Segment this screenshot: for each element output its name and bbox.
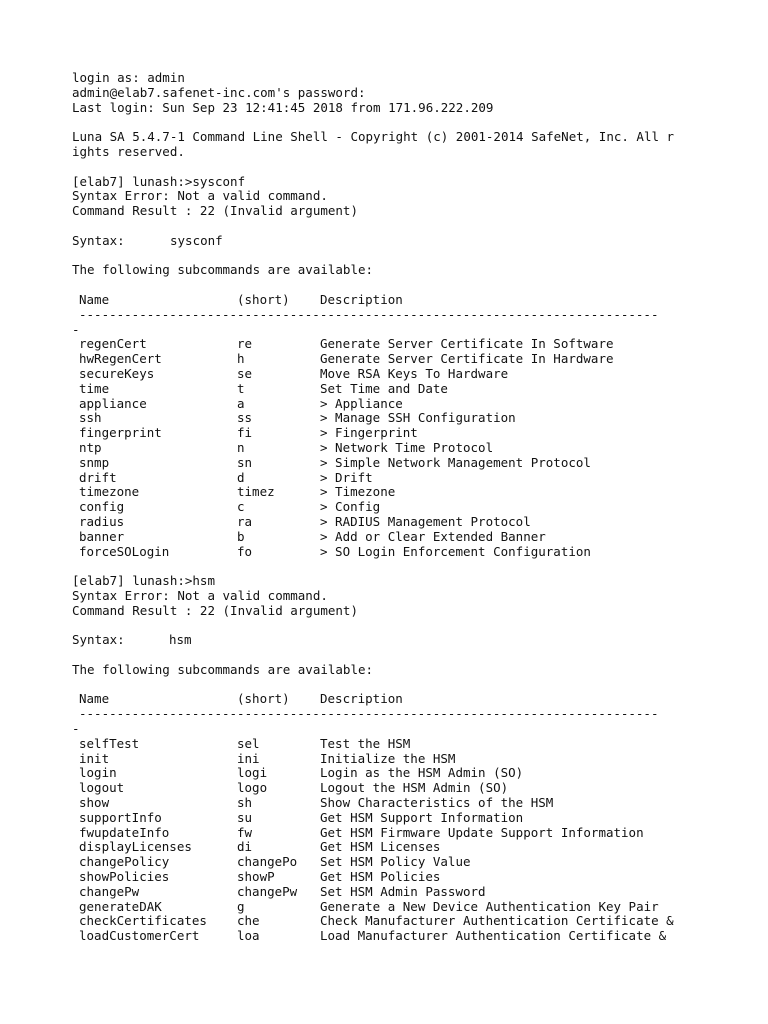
subcommand-description: Test the HSM: [320, 735, 411, 751]
subcommand-short: logi: [237, 765, 268, 781]
subcommand-name: ssh: [79, 410, 102, 426]
subcommand-description: Get HSM Licenses: [320, 839, 441, 855]
blank-line: [72, 278, 732, 293]
terminal-output: [72, 71, 732, 944]
subcommand-description: > Manage SSH Configuration: [320, 410, 516, 426]
column-header-name: Name: [79, 691, 110, 707]
syntax-error-line: Syntax Error: Not a valid command.: [72, 188, 328, 204]
column-header-short: (short): [237, 691, 290, 707]
subcommand-short: di: [237, 839, 253, 855]
subcommand-short: t: [237, 380, 245, 396]
subcommand-description: Get HSM Policies: [320, 869, 441, 885]
subcommand-name: showPolicies: [79, 869, 170, 885]
table-row: [72, 855, 732, 870]
subcommand-description: > Network Time Protocol: [320, 439, 494, 455]
table-row: [72, 471, 732, 486]
divider-rule: -----------------------------------------------------------------------------: [79, 307, 659, 322]
divider-tail: -: [72, 321, 80, 337]
subcommand-short: re: [237, 336, 253, 352]
subcommand-short: timez: [237, 484, 275, 500]
subcommand-description: Initialize the HSM: [320, 750, 456, 766]
table-row: [72, 796, 732, 811]
table-row: [72, 515, 732, 530]
subcommand-name: ntp: [79, 439, 102, 455]
subcommands-heading: The following subcommands are available:: [72, 661, 374, 677]
subcommand-name: appliance: [79, 395, 147, 411]
blank-line: [72, 249, 732, 264]
subcommand-description: Move RSA Keys To Hardware: [320, 365, 509, 381]
table-header: [72, 293, 732, 308]
subcommand-short: n: [237, 439, 245, 455]
table-row: [72, 382, 732, 397]
table-row: [72, 885, 732, 900]
table-row: [72, 352, 732, 367]
syntax-line: [72, 633, 732, 648]
subcommand-short: h: [237, 351, 245, 367]
syntax-label: Syntax:: [72, 632, 125, 648]
subcommand-name: changePw: [79, 883, 140, 899]
table-header: [72, 692, 732, 707]
table-row: [72, 737, 732, 752]
command-result-line: Command Result : 22 (Invalid argument): [72, 203, 358, 219]
subcommand-description: Get HSM Firmware Update Support Information: [320, 824, 644, 840]
table-row: [72, 811, 732, 826]
subcommand-description: Load Manufacturer Authentication Certificate &: [320, 928, 667, 944]
subcommand-short: ra: [237, 513, 253, 529]
table-row: [72, 500, 732, 515]
subcommand-description: Get HSM Support Information: [320, 809, 524, 825]
subcommand-description: Generate Server Certificate In Hardware: [320, 351, 614, 367]
subcommand-name: changePolicy: [79, 854, 170, 870]
subcommand-short: changePo: [237, 854, 298, 870]
command-prompt: [elab7] lunash:>hsm: [72, 573, 215, 589]
subcommand-description: > Timezone: [320, 484, 396, 500]
syntax-label: Syntax:: [72, 232, 125, 248]
column-header-description: Description: [320, 691, 403, 707]
subcommand-description: Generate a New Device Authentication Key Pair: [320, 898, 659, 914]
subcommand-name: show: [79, 795, 110, 811]
subcommand-name: fingerprint: [79, 425, 162, 441]
subcommand-name: init: [79, 750, 110, 766]
subcommand-table: [72, 737, 732, 944]
table-row: [72, 426, 732, 441]
column-header-short: (short): [237, 291, 290, 307]
blank-line: [72, 678, 732, 693]
subcommand-description: > Fingerprint: [320, 425, 418, 441]
table-row: [72, 826, 732, 841]
hsm-block: [72, 574, 732, 944]
subcommand-name: supportInfo: [79, 809, 162, 825]
last-login-line: Last login: Sun Sep 23 12:41:45 2018 from 171.96.222.209: [72, 99, 494, 115]
syntax-command: hsm: [169, 632, 192, 648]
subcommand-short: fw: [237, 824, 253, 840]
table-row: [72, 914, 732, 929]
subcommand-name: drift: [79, 469, 117, 485]
subcommand-name: banner: [79, 528, 125, 544]
table-row: [72, 766, 732, 781]
table-row: [72, 337, 732, 352]
table-row: [72, 870, 732, 885]
divider-tail: -: [72, 721, 80, 737]
table-row: [72, 781, 732, 796]
subcommand-name: hwRegenCert: [79, 351, 162, 367]
table-row: [72, 545, 732, 560]
table-row: [72, 900, 732, 915]
blank-line: [72, 648, 732, 663]
subcommand-description: Set HSM Admin Password: [320, 883, 486, 899]
subcommand-name: generateDAK: [79, 898, 162, 914]
syntax-command: sysconf: [170, 232, 223, 248]
subcommand-description: Set HSM Policy Value: [320, 854, 471, 870]
subcommand-short: fi: [237, 425, 253, 441]
subcommand-name: loadCustomerCert: [79, 928, 200, 944]
banner-line: ights reserved.: [72, 143, 185, 159]
subcommand-description: > Add or Clear Extended Banner: [320, 528, 546, 544]
subcommand-short: b: [237, 528, 245, 544]
subcommand-short: ss: [237, 410, 253, 426]
subcommand-short: showP: [237, 869, 275, 885]
subcommand-short: d: [237, 469, 245, 485]
subcommand-short: logo: [237, 780, 268, 796]
subcommand-name: radius: [79, 513, 125, 529]
table-row: [72, 411, 732, 426]
subcommand-short: c: [237, 499, 245, 515]
blank-line: [72, 618, 732, 633]
table-row: [72, 929, 732, 944]
syntax-error-line: Syntax Error: Not a valid command.: [72, 587, 328, 603]
subcommand-description: > Drift: [320, 469, 373, 485]
table-row: [72, 840, 732, 855]
subcommand-short: sh: [237, 795, 253, 811]
subcommand-description: > Appliance: [320, 395, 403, 411]
subcommand-name: fwupdateInfo: [79, 824, 170, 840]
table-row: [72, 752, 732, 767]
subcommand-description: Check Manufacturer Authentication Certificate &: [320, 913, 674, 929]
password-line: admin@elab7.safenet-inc.com's password:: [72, 84, 366, 100]
subcommand-name: logout: [79, 780, 125, 796]
subcommand-description: Show Characteristics of the HSM: [320, 795, 554, 811]
subcommand-description: > RADIUS Management Protocol: [320, 513, 531, 529]
command-result-line: Command Result : 22 (Invalid argument): [72, 602, 358, 618]
subcommand-description: > Simple Network Management Protocol: [320, 454, 591, 470]
subcommand-name: secureKeys: [79, 365, 155, 381]
subcommand-table: [72, 337, 732, 559]
subcommand-short: che: [237, 913, 260, 929]
subcommand-short: changePw: [237, 883, 298, 899]
subcommand-description: Generate Server Certificate In Software: [320, 336, 614, 352]
subcommand-name: timezone: [79, 484, 140, 500]
subcommand-name: config: [79, 499, 125, 515]
subcommand-description: Logout the HSM Admin (SO): [320, 780, 509, 796]
command-prompt: [elab7] lunash:>sysconf: [72, 173, 246, 189]
syntax-line: [72, 234, 732, 249]
blank-line: [72, 160, 732, 175]
subcommand-short: su: [237, 809, 253, 825]
table-row: [72, 397, 732, 412]
blank-line: [72, 115, 732, 130]
blank-line: [72, 219, 732, 234]
subcommand-name: displayLicenses: [79, 839, 192, 855]
subcommand-description: Set Time and Date: [320, 380, 448, 396]
subcommand-short: se: [237, 365, 253, 381]
subcommand-short: g: [237, 898, 245, 914]
table-row: [72, 485, 732, 500]
subcommand-short: sel: [237, 735, 260, 751]
column-header-description: Description: [320, 291, 403, 307]
table-row: [72, 367, 732, 382]
table-row: [72, 530, 732, 545]
subcommands-heading: The following subcommands are available:: [72, 262, 374, 278]
subcommand-description: > SO Login Enforcement Configuration: [320, 543, 591, 559]
subcommand-name: regenCert: [79, 336, 147, 352]
subcommand-name: snmp: [79, 454, 110, 470]
subcommand-name: checkCertificates: [79, 913, 207, 929]
subcommand-description: Login as the HSM Admin (SO): [320, 765, 524, 781]
subcommand-short: a: [237, 395, 245, 411]
subcommand-description: > Config: [320, 499, 381, 515]
subcommand-short: fo: [237, 543, 253, 559]
blank-line: [72, 559, 732, 574]
subcommand-short: ini: [237, 750, 260, 766]
column-header-name: Name: [79, 291, 110, 307]
divider-rule: -----------------------------------------------------------------------------: [79, 707, 659, 722]
subcommand-name: time: [79, 380, 110, 396]
subcommand-short: sn: [237, 454, 253, 470]
login-line: login as: admin: [72, 70, 185, 85]
subcommand-short: loa: [237, 928, 260, 944]
table-row: [72, 441, 732, 456]
banner-line: Luna SA 5.4.7-1 Command Line Shell - Copyright (c) 2001-2014 SafeNet, Inc. All r: [72, 129, 675, 145]
subcommand-name: selfTest: [79, 735, 140, 751]
sysconf-block: [72, 175, 732, 560]
subcommand-name: login: [79, 765, 117, 781]
subcommand-name: forceSOLogin: [79, 543, 170, 559]
table-row: [72, 456, 732, 471]
